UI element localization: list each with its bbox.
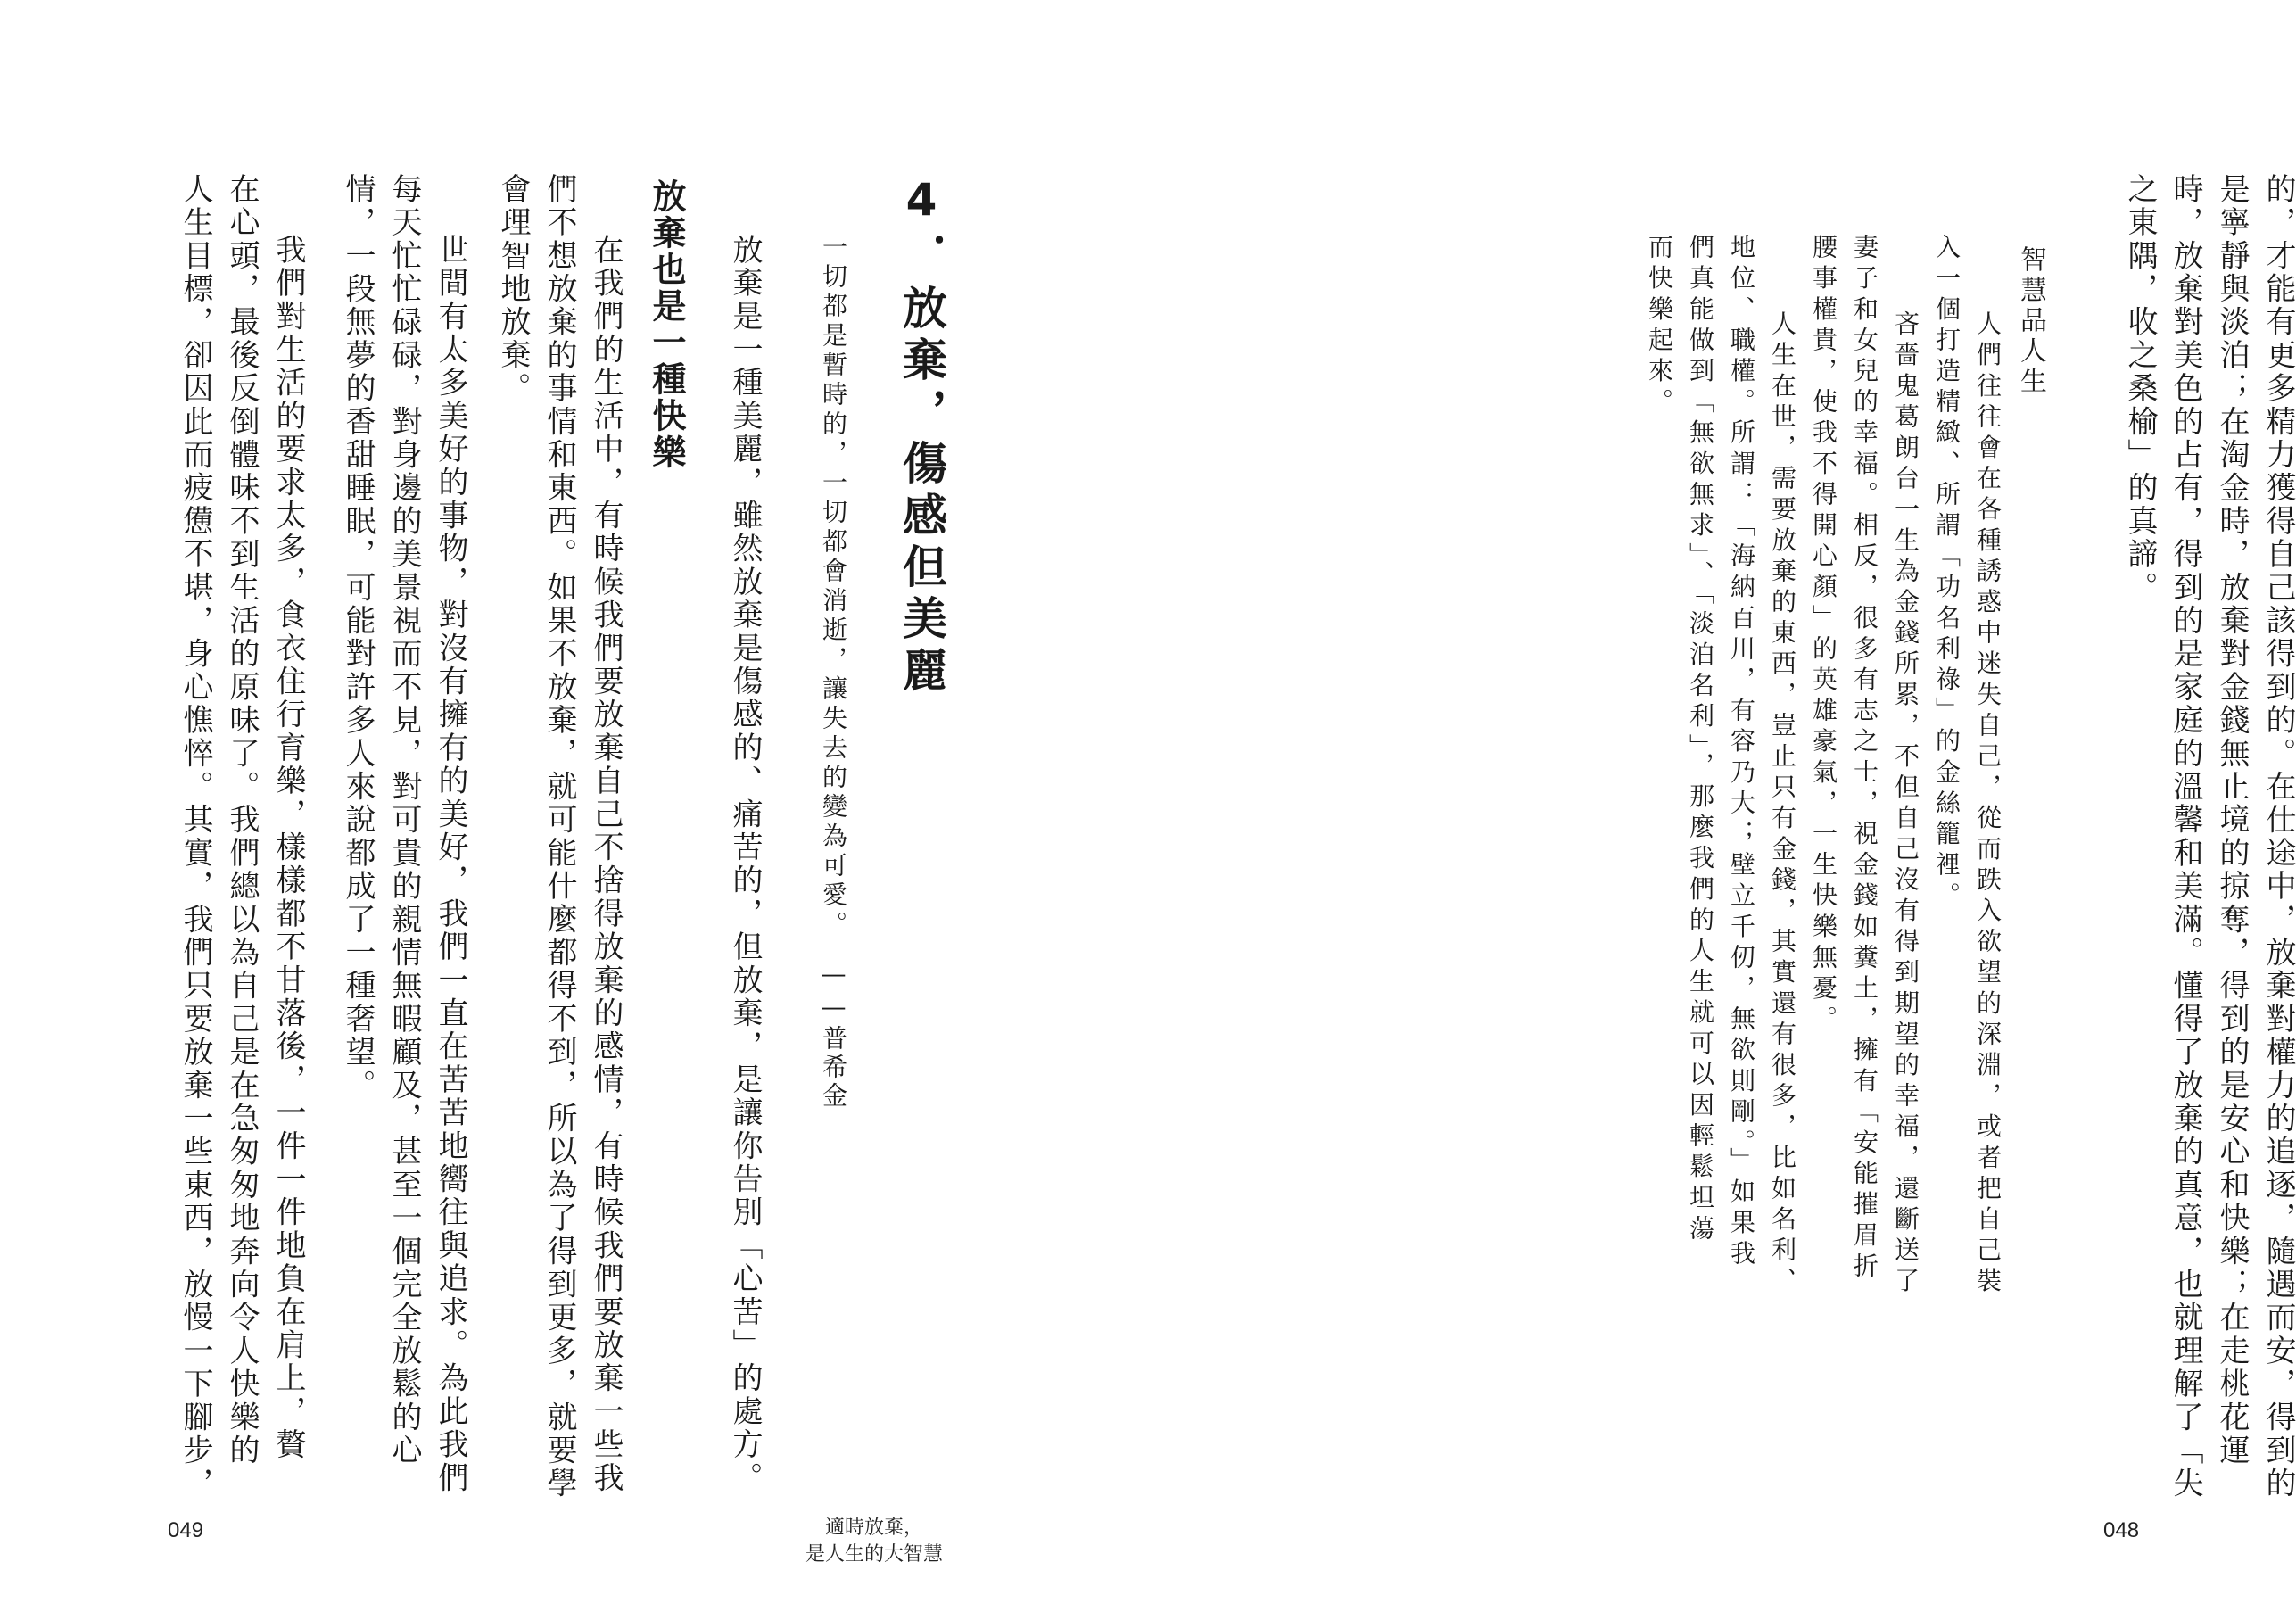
sidebar-column: 人生在世，需要放棄的東西，豈止只有金錢，其實還有很多，比如名利、 [1768, 310, 1797, 1299]
body-column: 情，一段無夢的香甜睡眠，可能對許多人來說都成了一種奢望。 [340, 173, 376, 1103]
sidebar-column: 入一個打造精緻、所謂「功名利祿」的金絲籠裡。 [1932, 234, 1962, 913]
sidebar-column: 地位、職權。所謂：「海納百川，有容乃大；壁立千仞，無欲則剛。」如果我 [1727, 234, 1756, 1271]
body-column: 我們對生活的要求太多，食衣住行育樂，樣樣都不甘落後，一件一件地負在肩上，贅 [270, 234, 306, 1462]
running-title [785, 1515, 963, 1568]
intro-paragraph: 放棄是一種美麗，雖然放棄是傷感的、痛苦的，但放棄，是讓你告別「心苦」的處方。 [727, 234, 763, 1495]
sidebar-column: 而快樂起來。 [1645, 234, 1674, 419]
sidebar-column: 吝嗇鬼葛朗台一生為金錢所累，不但自己沒有得到期望的幸福，還斷送了 [1891, 310, 1920, 1299]
right-page [1142, 0, 2296, 1620]
epigraph-author: ——普希金 [819, 959, 848, 1111]
epigraph: 一切都是暫時的，一切都會消逝，讓失去的變為可愛。 [819, 234, 848, 940]
sidebar-column: 們真能做到「無欲無求」、「淡泊名利」，那麼我們的人生就可以因輕鬆坦蕩 [1686, 234, 1715, 1246]
sidebar-column: 妻子和女兒的幸福。相反，很多有志之士，視金錢如糞土，擁有「安能摧眉折 [1850, 234, 1879, 1284]
body-column: 人生目標，卻因此而疲憊不堪，身心憔悴。其實，我們只要放棄一些東西，放慢一下腳步， [178, 173, 213, 1500]
body-column: 在心頭，最後反倒體味不到生活的原味了。我們總以為自己是在急匆匆地奔向令人快樂的 [224, 173, 260, 1467]
left-page [0, 0, 1142, 1620]
body-column: 每天忙忙碌碌，對身邊的美景視而不見，對可貴的親情無暇顧及，甚至一個完全放鬆的心 [386, 173, 422, 1467]
body-column: 的，才能有更多精力獲得自己該得到的。在仕途中，放棄對權力的追逐，隨遇而安，得到的 [2260, 173, 2296, 1500]
sidebar-heading: 智慧品人生 [2015, 245, 2046, 397]
page-number: 049 [168, 1518, 204, 1542]
body-column: 在我們的生活中，有時候我們要放棄自己不捨得放棄的感情，有時候我們要放棄一些我 [588, 234, 624, 1495]
sidebar-column: 腰事權貴，使我不得開心顏」的英雄豪氣，一生快樂無憂。 [1809, 234, 1838, 1037]
body-column: 世間有太多美好的事物，對沒有擁有的美好，我們一直在苦苦地嚮往與追求。為此我們 [433, 234, 468, 1495]
sidebar-column: 人們往往會在各種誘惑中迷失自己，從而跌入欲望的深淵，或者把自己裝 [1973, 310, 2003, 1299]
page-number: 048 [2103, 1518, 2140, 1542]
body-column: 會理智地放棄。 [495, 173, 531, 406]
section-heading: 放棄也是一種快樂 [647, 178, 686, 471]
body-column: 是寧靜與淡泊；在淘金時，放棄對金錢無止境的掠奪，得到的是安心和快樂；在走桃花運 [2214, 173, 2250, 1467]
body-column: 們不想放棄的事情和東西。如果不放棄，就可能什麼都得不到，所以為了得到更多，就要學 [541, 173, 577, 1500]
running-title-line: 是人生的大智慧 [805, 1543, 943, 1566]
chapter-title: 4．放棄，傷感但美麗 [896, 174, 947, 698]
running-title-line: 適時放棄， [824, 1517, 923, 1539]
body-column: 時，放棄對美色的占有，得到的是家庭的溫馨和美滿。懂得了放棄的真意，也就理解了「失 [2168, 173, 2203, 1500]
body-column: 之東隅，收之桑榆」的真諦。 [2122, 173, 2158, 605]
